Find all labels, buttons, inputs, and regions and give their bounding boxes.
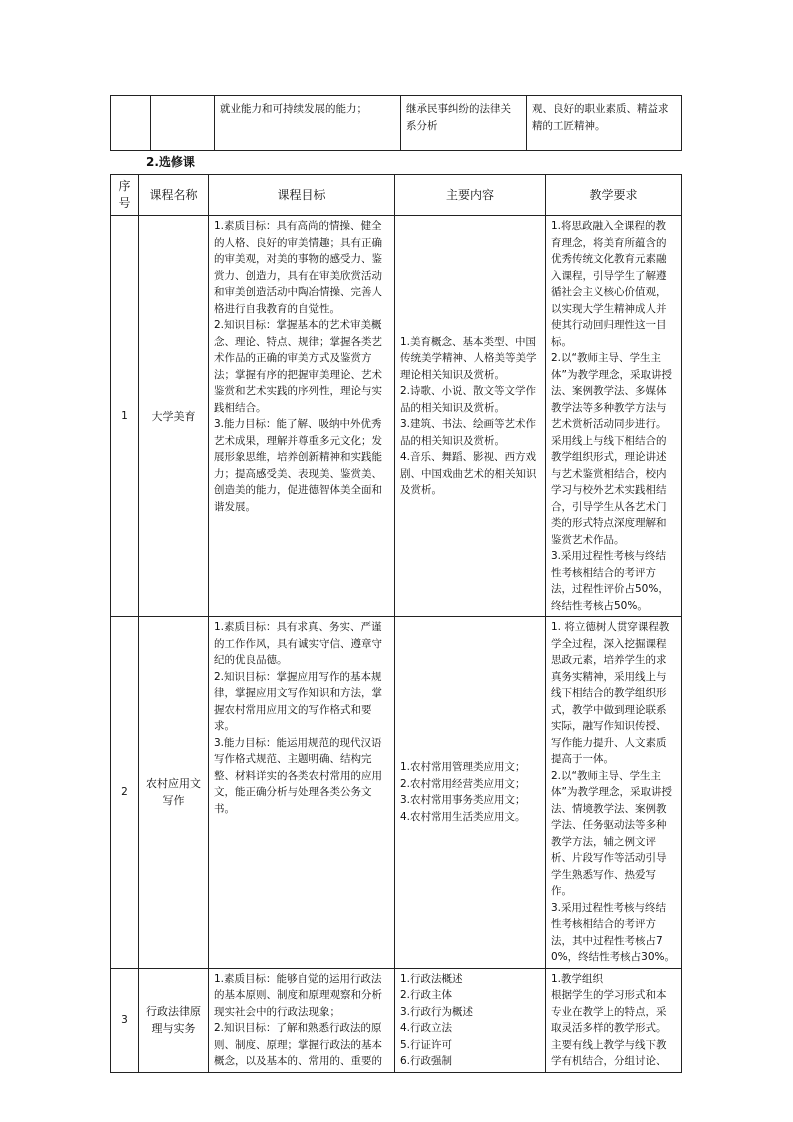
row-main-content: 1.农村常用管理类应用文； 2.农村常用经营类应用文； 3.农村常用事务类应用文； 4.农村常用生活类应用文。: [395, 617, 546, 969]
table-header-row: [111, 175, 682, 216]
section-title: 2.选修课: [146, 155, 195, 169]
table-row: [111, 216, 682, 617]
row-main-content: 1.行政法概述 2.行政主体 3.行政行为概述 4.行政立法 5.行证许可 6.行政强制: [395, 968, 546, 1072]
row-course-goal: 1.素质目标：具有求真、务实、严谨的工作作风，具有诚实守信、遵章守纪的优良品德。 2.知识目标：掌握应用写作的基本规律，掌握应用文写作知识和方法，掌握农村常用应用文的写作格式和要求。 3.能力目标：能运用规范的现代汉语写作格式规范、主题明确、结构完整、材料详实的各类农村常用的应用文，能正确分析与处理各类公务文书。: [209, 617, 395, 969]
header-course-goal: 课程目标: [209, 175, 395, 216]
row-course-name: 农村应用文写作: [139, 617, 209, 969]
continued-table: [110, 95, 682, 151]
table-row: [111, 968, 682, 1072]
header-course-name: 课程名称: [139, 175, 209, 216]
row-course-name: 行政法律原理与实务: [139, 968, 209, 1072]
row-teaching-requirement: 1.教学组织 根据学生的学习形式和本专业在教学上的特点，采取灵活多样的教学形式。 主要有线上教学与线下教学有机结合，分组讨论、: [546, 968, 682, 1072]
cell-requirement: 观、良好的职业素质、精益求精的工匠精神。: [527, 96, 682, 151]
row-index: 3: [111, 968, 139, 1072]
header-teaching-requirement: 教学要求: [546, 175, 682, 216]
row-main-content: 1.美育概念、基本类型、中国传统美学精神、人格美等美学理论相关知识及赏析。 2.诗歌、小说、散文等文学作品的相关知识及赏析。 3.建筑、书法、绘画等艺术作品的相关知识及赏析。 4.音乐、舞蹈、影视、西方戏剧、中国戏曲艺术的相关知识及赏析。: [395, 216, 546, 617]
header-main-content: 主要内容: [395, 175, 546, 216]
row-course-name: 大学美育: [139, 216, 209, 617]
cell-content: 继承民事纠纷的法律关系分析: [401, 96, 527, 151]
table-row: [111, 617, 682, 969]
elective-course-table: [110, 174, 682, 1073]
row-course-goal: 1.素质目标：具有高尚的情操、健全的人格、良好的审美情趣；具有正确的审美观，对美的事物的感受力、鉴赏力、创造力，具有在审美欣赏活动和审美创造活动中陶冶情操、完善人格进行自我教育的自觉性。 2.知识目标：掌握基本的艺术审美概念、理论、特点、规律；掌握各类艺术作品的正确的审美方式及鉴赏方法；掌握有序的把握审美理论、艺术鉴赏和艺术实践的序列性，理论与实践相结合。 3.能力目标：能了解、吸纳中外优秀艺术成果，理解并尊重多元文化；发展形象思维，培养创新精神和实践能力；提高感受美、表现美、鉴赏美、创造美的能力，促进德智体美全面和谐发展。: [209, 216, 395, 617]
table-row: [111, 96, 682, 151]
header-index: 序号: [111, 175, 139, 216]
row-index: 1: [111, 216, 139, 617]
row-index: 2: [111, 617, 139, 969]
row-teaching-requirement: 1. 将立德树人贯穿课程教学全过程，深入挖掘课程思政元素，培养学生的求真务实精神，采用线上与线下相结合的教学组织形式，教学中做到理论联系实际，融写作知识传授、写作能力提升、人文素质提高于一体。 2.以“教师主导、学生主体”为教学理念，采取讲授法、情境教学法、案例教学法、任务驱动法等多种教学方法，辅之例文评析、片段写作等活动引导学生熟悉写作、热爱写作。 3.采用过程性考核与终结性考核相结合的考评方法，其中过程性考核占70%，终结性考核占30%。: [546, 617, 682, 969]
row-teaching-requirement: 1.将思政融入全课程的教育理念，将美育所蕴含的优秀传统文化教育元素融入课程，引导学生了解遵循社会主义核心价值观，以实现大学生精神成人并使其行动回归理性这一目标。 2.以“教师主导、学生主体”为教学理念，采取讲授法、案例教学法、多媒体教学法等多种教学方法与艺术赏析活动同步进行。采用线上与线下相结合的教学组织形式，理论讲述与艺术鉴赏相结合，校内学习与校外艺术实践相结合，引导学生从各艺术门类的形式特点深度理解和鉴赏艺术作品。 3.采用过程性考核与终结性考核相结合的考评方法，过程性评价占50%，终结性考核占50%。: [546, 216, 682, 617]
row-course-goal: 1.素质目标：能够自觉的运用行政法的基本原则、制度和原理观察和分析现实社会中的行政法现象； 2.知识目标：了解和熟悉行政法的原则、制度、原理；掌握行政法的基本概念，以及基本的、常用的、重要的: [209, 968, 395, 1072]
cell-goal: 就业能力和可持续发展的能力；: [215, 96, 401, 151]
cell-name: [151, 96, 215, 151]
cell-index: [111, 96, 151, 151]
